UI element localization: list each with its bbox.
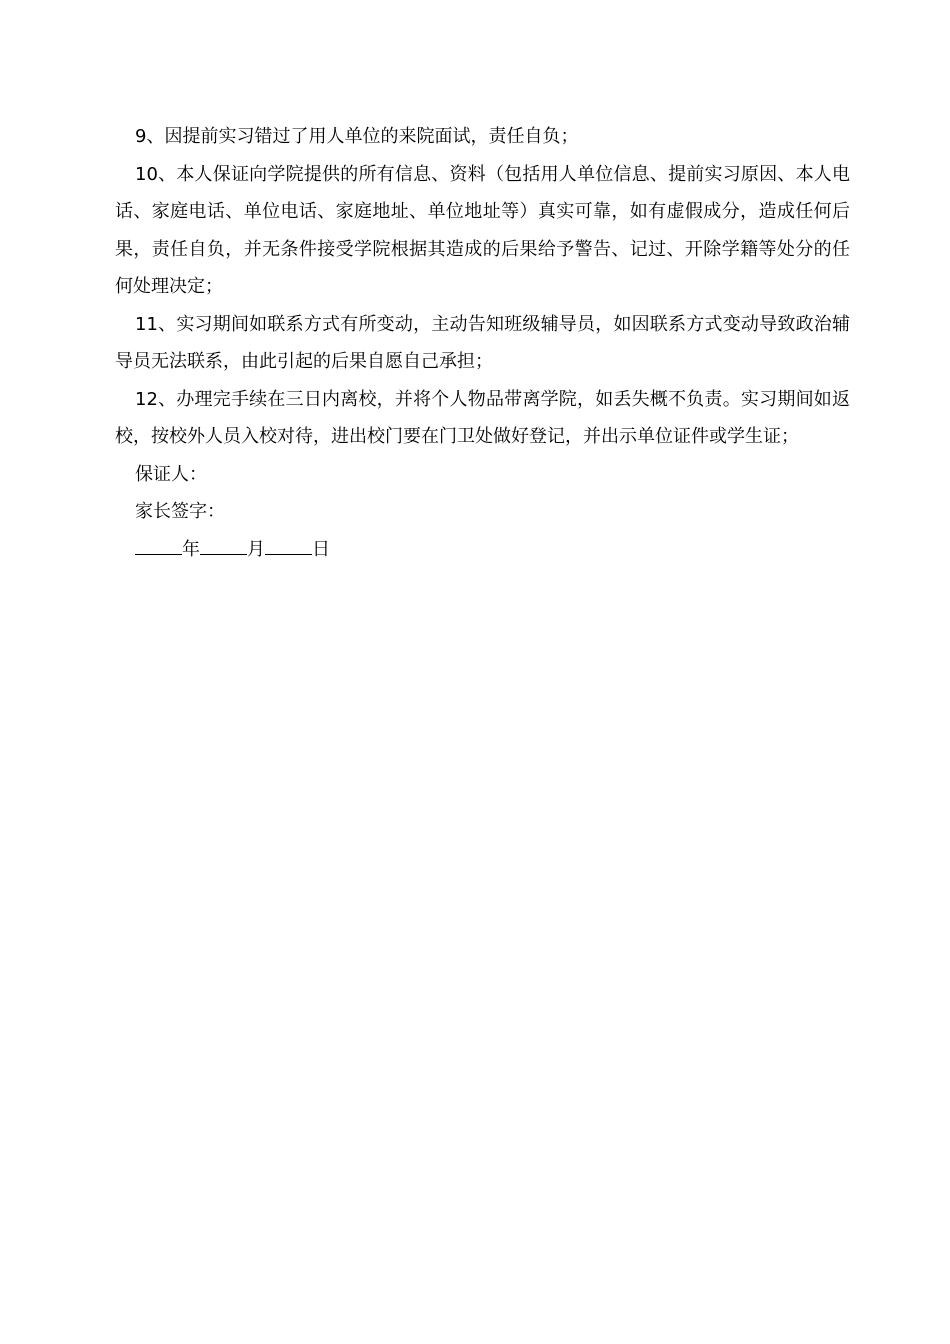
day-blank <box>265 532 312 555</box>
year-label: 年 <box>182 538 200 560</box>
year-blank <box>135 532 182 555</box>
day-label: 日 <box>312 538 330 560</box>
date-line <box>115 531 850 569</box>
month-label: 月 <box>247 538 265 560</box>
clause-12: 12、办理完手续在三日内离校，并将个人物品带离学院，如丢失概不负责。实习期间如返校，按校外人员入校对待，进出校门要在门卫处做好登记，并出示单位证件或学生证； <box>115 388 850 447</box>
guarantor-label: 保证人： <box>135 463 207 485</box>
clause-10: 10、本人保证向学院提供的所有信息、资料（包括用人单位信息、提前实习原因、本人电话、家庭电话、单位电话、家庭地址、单位地址等）真实可靠，如有虚假成分，造成任何后果，责任自负，并无条件接受学院根据其造成的后果给予警告、记过、开除学籍等处分的任何处理决定； <box>115 163 850 297</box>
document-body <box>115 118 850 568</box>
clause-9: 9、因提前实习错过了用人单位的来院面试，责任自负； <box>135 126 579 147</box>
parent-signature-label: 家长签字： <box>135 501 225 522</box>
month-blank <box>200 532 247 555</box>
clause-11: 11、实习期间如联系方式有所变动，主动告知班级辅导员，如因联系方式变动导致政治辅导员无法联系，由此引起的后果自愿自己承担； <box>115 313 850 372</box>
